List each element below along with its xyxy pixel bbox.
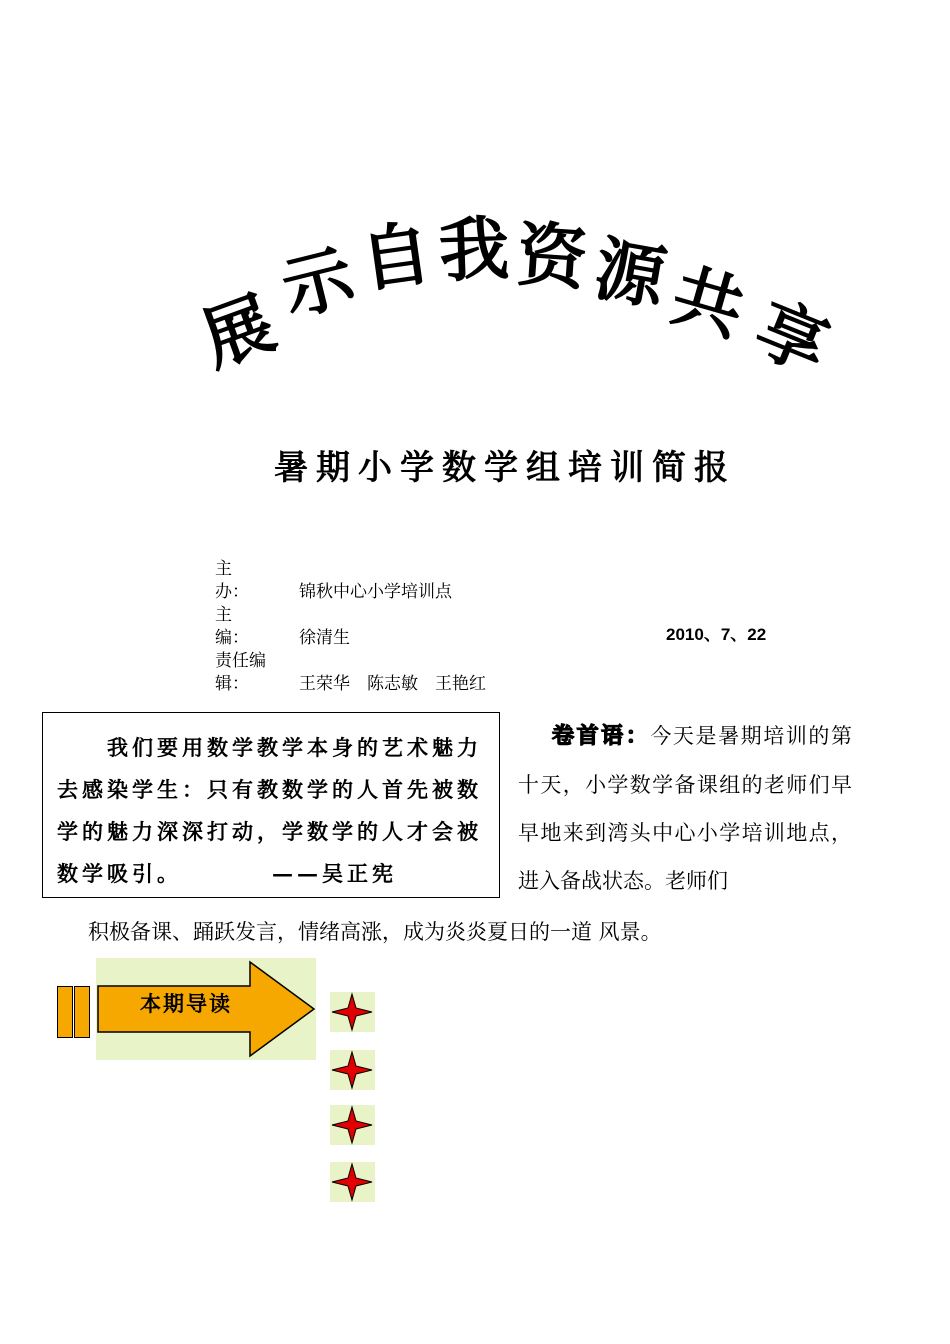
toc-item[interactable] <box>330 1105 590 1145</box>
art-title-char: 我 <box>437 207 511 293</box>
four-point-star-icon <box>330 1105 375 1145</box>
toc-label: 本期导读 <box>140 991 232 1016</box>
quote-text: 我们要用数学教学本身的艺术魅力去感染学生：只有教数学的人首先被数学的魅力深深打动，学数学的人才会被数学吸引。 <box>57 735 482 886</box>
art-title-char: 共 <box>663 253 753 353</box>
toc-bar-right <box>74 986 90 1038</box>
credit-organizer <box>215 558 486 604</box>
preface-tag: 卷首语： <box>552 724 651 749</box>
preface <box>518 712 852 905</box>
preface-body: 今天是暑期培训的第十天，小学数学备课组的老师们早早地来到湾头中心小学培训地点，进入备战状态。老师们 <box>518 724 852 893</box>
art-title-char: 享 <box>744 286 840 390</box>
credit-editors <box>215 650 486 696</box>
credit-value: 徐清生 <box>299 628 350 648</box>
toc-bar-left <box>57 986 73 1038</box>
credit-value: 锦秋中心小学培训点 <box>299 582 452 602</box>
preface-tail: 积极备课、踊跃发言，情绪高涨，成为炎炎夏日的一道 风景。 <box>88 920 662 944</box>
four-point-star-icon <box>330 1050 375 1090</box>
credit-chief-editor <box>215 604 486 650</box>
credit-label: 主 编： <box>215 605 266 648</box>
toc-item[interactable] <box>330 1162 590 1202</box>
four-point-star-icon <box>330 1162 375 1202</box>
art-title-char: 示 <box>274 234 362 332</box>
quote-box <box>42 712 500 898</box>
quote-author: ——吴正宪 <box>272 861 397 886</box>
art-title-char: 展 <box>191 281 285 383</box>
art-title-char: 自 <box>355 211 437 303</box>
art-title <box>0 0 950 420</box>
toc-item[interactable] <box>330 1050 590 1090</box>
issue-date: 2010、7、22 <box>666 625 767 644</box>
credits-block <box>215 558 486 696</box>
credit-label: 主 办： <box>215 559 266 602</box>
four-point-star-icon <box>330 992 375 1032</box>
art-title-char: 源 <box>588 227 672 321</box>
credit-label: 责任编辑： <box>215 651 266 694</box>
credit-value: 王荣华 陈志敏 王艳红 <box>299 674 486 694</box>
art-title-char: 资 <box>514 213 590 301</box>
toc-item[interactable] <box>330 992 590 1032</box>
newsletter-subtitle: 暑期小学数学组培训简报 <box>274 448 736 488</box>
